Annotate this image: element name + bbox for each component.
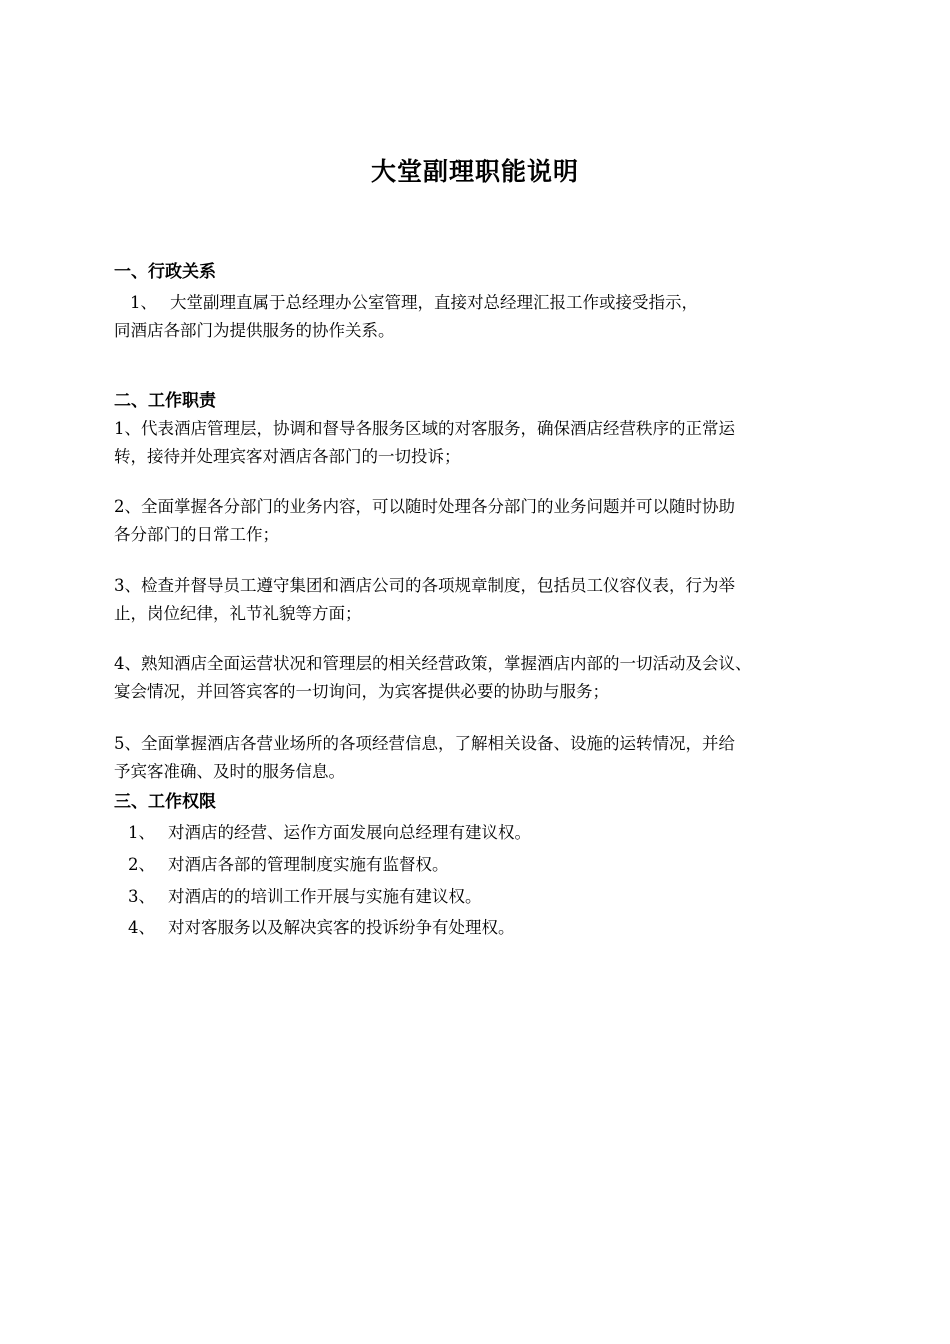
duty-item-1-line-2: 转，接待并处理宾客对酒店各部门的一切投诉；: [114, 447, 461, 466]
authority-item-3: [128, 885, 482, 909]
duty-item-4-line-2: 宴会情况，并回答宾客的一切询问，为宾客提供必要的协助与服务；: [114, 682, 609, 701]
duty-item-3-line-2: 止，岗位纪律，礼节礼貌等方面；: [114, 604, 362, 623]
document-title: 大堂副理职能说明: [370, 157, 579, 186]
duty-item-5-line-2: 予宾客准确、及时的服务信息。: [114, 762, 345, 781]
duty-item-3-line-1: 3、检查并督导员工遵守集团和酒店公司的各项规章制度，包括员工仪容仪表，行为举: [114, 576, 735, 595]
authority-item-2-number: 2、: [128, 855, 155, 874]
duty-item-3: [114, 572, 844, 628]
section1-text-line-1: 大堂副理直属于总经理办公室管理，直接对总经理汇报工作或接受指示，: [170, 293, 698, 312]
authority-item-2-text: 对酒店各部的管理制度实施有监督权。: [168, 855, 449, 874]
authority-item-1: [128, 821, 531, 845]
duty-item-4: [114, 650, 844, 706]
section-heading-administrative-relations: 一、行政关系: [114, 262, 216, 282]
duty-item-2-line-1: 2、全面掌握各分部门的业务内容，可以随时处理各分部门的业务问题并可以随时协助: [114, 497, 735, 516]
authority-item-1-number: 1、: [128, 823, 155, 842]
duty-item-2: [114, 493, 844, 549]
section1-line-1: [114, 289, 844, 317]
authority-item-1-text: 对酒店的经营、运作方面发展向总经理有建议权。: [168, 823, 531, 842]
section-heading-job-duties: 二、工作职责: [114, 391, 216, 411]
duty-item-4-line-1: 4、熟知酒店全面运营状况和管理层的相关经营政策，掌握酒店内部的一切活动及会议、: [114, 654, 752, 673]
section1-paragraph: [114, 289, 844, 345]
duty-item-5-line-1: 5、全面掌握酒店各营业场所的各项经营信息，了解相关设备、设施的运转情况，并给: [114, 734, 735, 753]
authority-item-4-number: 4、: [128, 918, 155, 937]
duty-item-1-line-1: 1、代表酒店管理层，协调和督导各服务区域的对客服务，确保酒店经营秩序的正常运: [114, 419, 735, 438]
section1-item-number: 1、: [130, 293, 157, 312]
section-heading-work-authority: 三、工作权限: [114, 792, 216, 812]
authority-item-3-number: 3、: [128, 887, 155, 906]
authority-item-2: [128, 853, 449, 877]
authority-item-3-text: 对酒店的的培训工作开展与实施有建议权。: [168, 887, 482, 906]
authority-item-4: [128, 916, 515, 940]
section1-text-line-2: 同酒店各部门为提供服务的协作关系。: [114, 321, 395, 340]
duty-item-5: [114, 730, 844, 786]
duty-item-2-line-2: 各分部门的日常工作；: [114, 525, 279, 544]
duty-item-1: [114, 415, 844, 471]
authority-item-4-text: 对对客服务以及解决宾客的投诉纷争有处理权。: [168, 918, 515, 937]
